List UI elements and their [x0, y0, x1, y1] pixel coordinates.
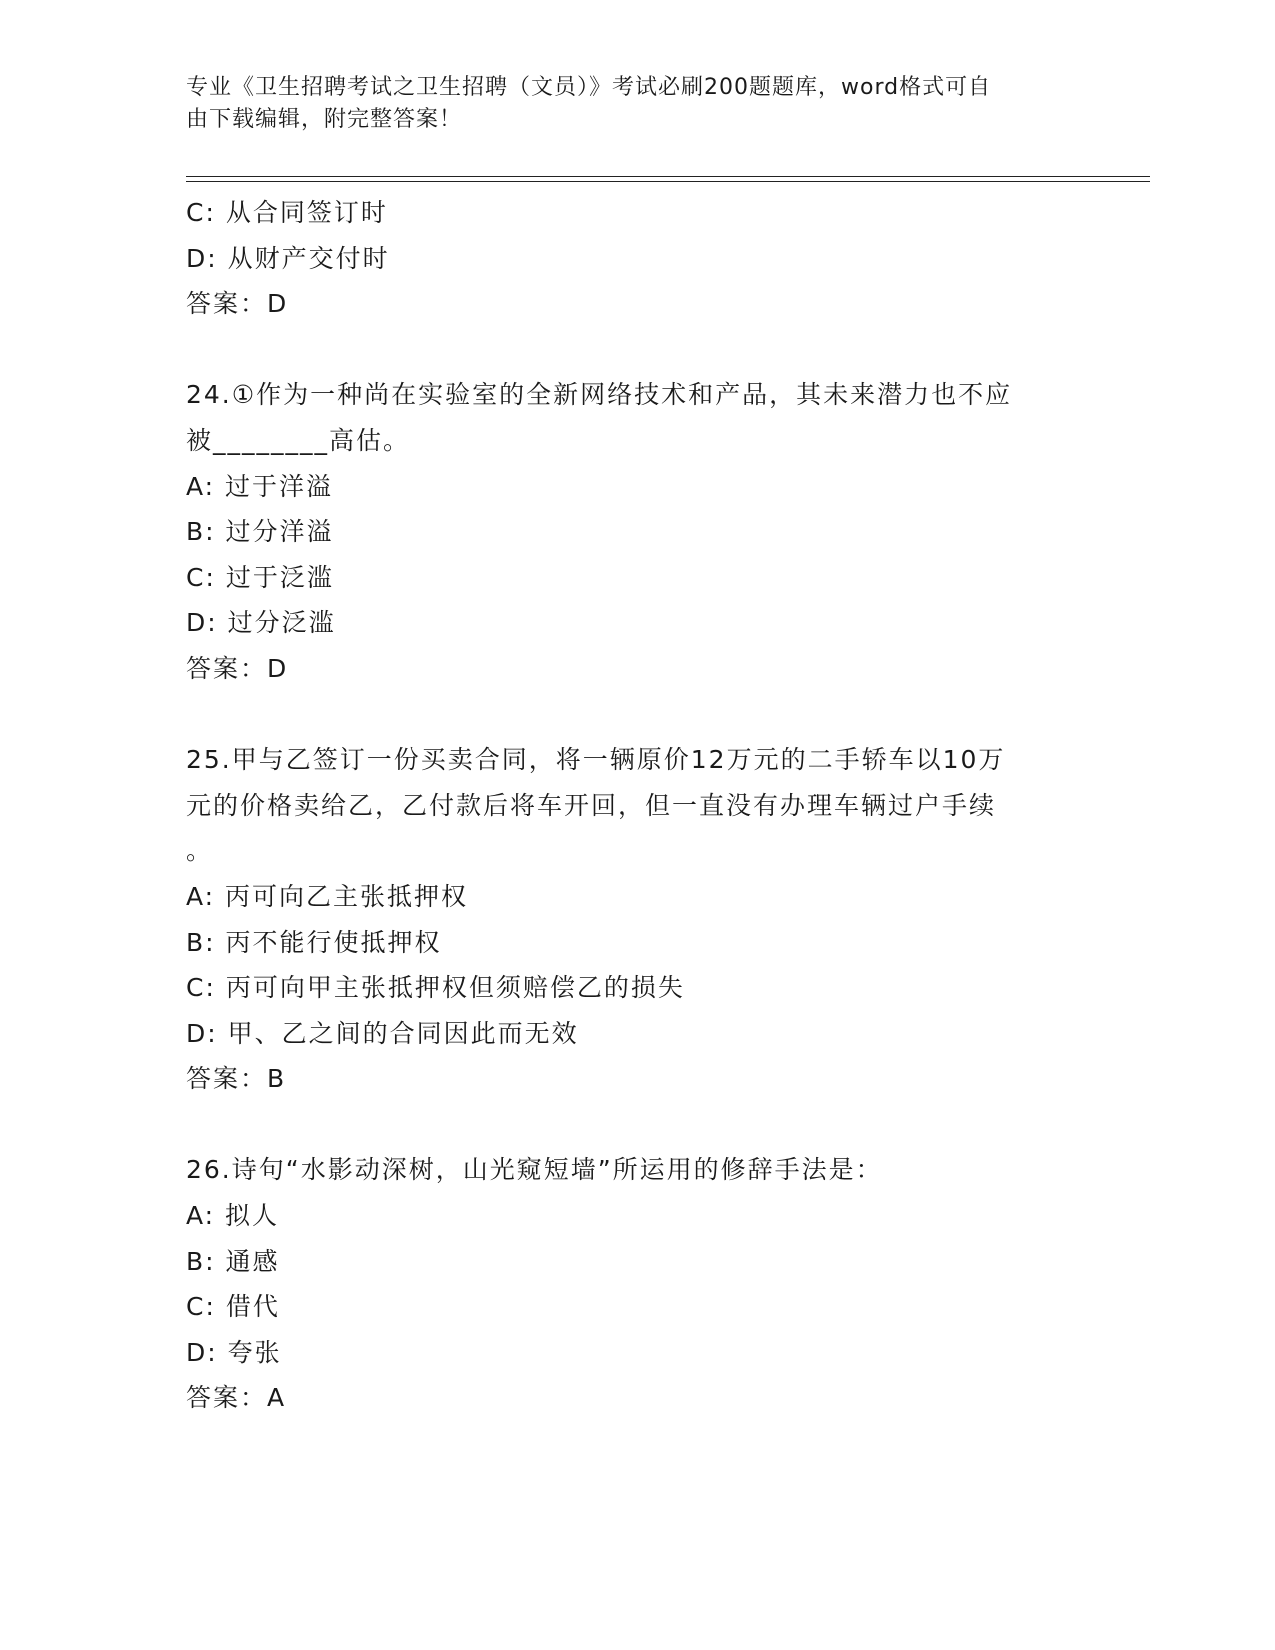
option-d: D: 夸张	[186, 1337, 282, 1367]
question-stem: 25.甲与乙签订一份买卖合同，将一辆原价12万元的二手轿车以10万	[186, 745, 1006, 775]
option-c: C: 借代	[186, 1292, 280, 1322]
header-divider-top	[186, 176, 1150, 177]
option-a: A: 拟人	[186, 1201, 280, 1231]
question-26	[186, 1147, 1086, 1421]
option-c: C: 过于泛滥	[186, 562, 334, 592]
answer-line: 答案：A	[186, 1383, 287, 1413]
question-stem: 元的价格卖给乙，乙付款后将车开回，但一直没有办理车辆过户手续	[186, 790, 997, 820]
answer-line: 答案：B	[186, 1064, 287, 1094]
option-c: C: 丙可向甲主张抵押权但须赔偿乙的损失	[186, 973, 685, 1003]
header-divider-bottom	[186, 181, 1150, 182]
option-a: A: 丙可向乙主张抵押权	[186, 881, 469, 911]
spacer	[186, 1102, 1086, 1148]
option-b: B: 丙不能行使抵押权	[186, 927, 442, 957]
answer-line: 答案：D	[186, 289, 289, 319]
answer-line: 答案：D	[186, 653, 289, 683]
option-c: C: 从合同签订时	[186, 198, 388, 227]
option-d: D: 从财产交付时	[186, 243, 390, 273]
spacer	[186, 327, 1086, 373]
question-stem: 被________高估。	[186, 425, 411, 455]
option-b: B: 通感	[186, 1246, 280, 1276]
option-b: B: 过分洋溢	[186, 517, 334, 547]
question-24	[186, 372, 1086, 691]
header-line-2: 由下载编辑，附完整答案！	[186, 107, 463, 132]
question-stem: 。	[186, 836, 214, 866]
spacer	[186, 692, 1086, 738]
header-line-1: 专业《卫生招聘考试之卫生招聘（文员）》考试必刷200题题库，word格式可自	[186, 75, 992, 100]
question-25	[186, 737, 1086, 1102]
document-header	[186, 72, 1066, 136]
previous-question-tail	[186, 190, 1086, 327]
question-stem: 26.诗句“水影动深树，山光窥短墙”所运用的修辞手法是：	[186, 1155, 883, 1185]
question-content	[186, 190, 1086, 1421]
option-d: D: 过分泛滥	[186, 608, 336, 638]
option-a: A: 过于洋溢	[186, 471, 334, 501]
question-stem: 24.①作为一种尚在实验室的全新网络技术和产品，其未来潜力也不应	[186, 380, 1013, 410]
option-d: D: 甲、乙之间的合同因此而无效	[186, 1018, 579, 1048]
